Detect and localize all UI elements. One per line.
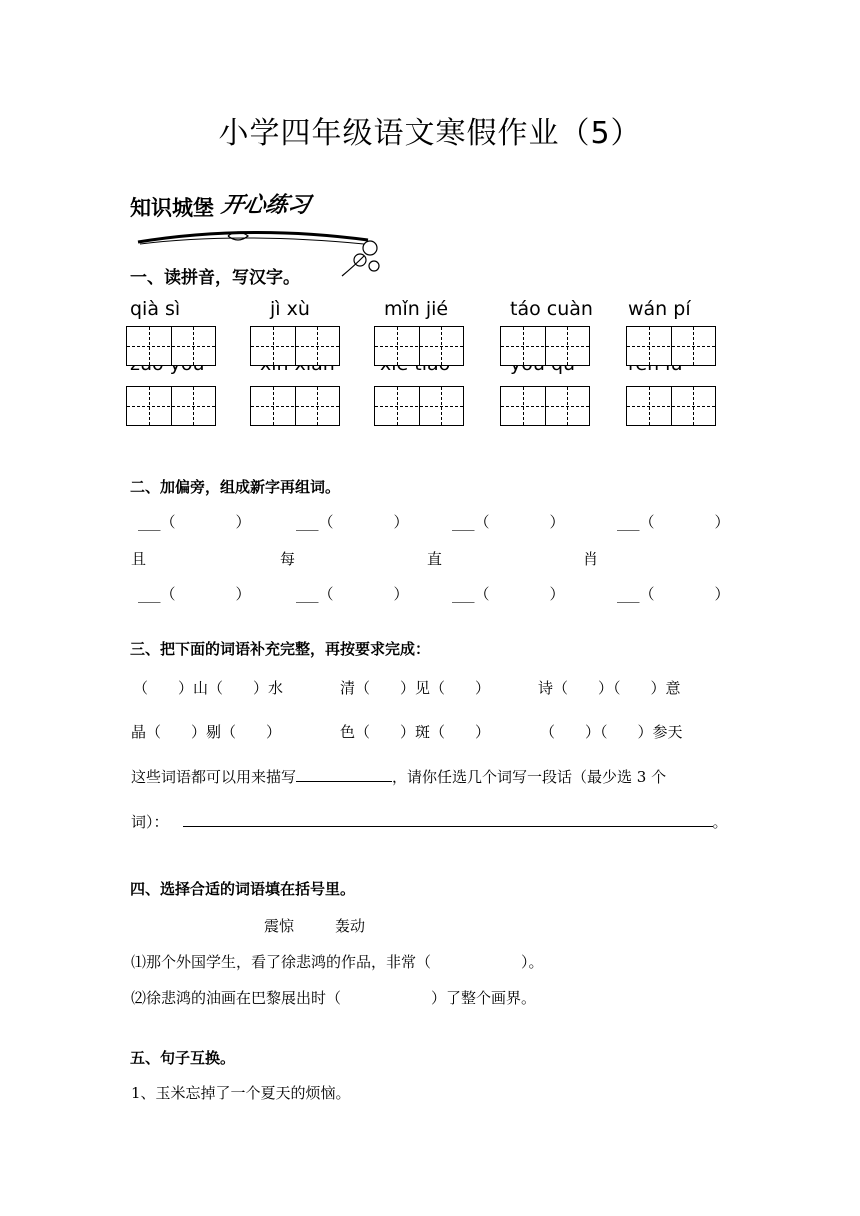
writing-grid[interactable] [500,386,590,426]
writing-grid[interactable] [126,386,216,426]
writing-grid[interactable] [500,326,590,366]
blank-field[interactable]: ___（ ） [617,513,730,531]
blank-field[interactable]: ___（ ） [452,513,565,531]
section1-heading: 一、读拼音，写汉字。 [130,268,300,288]
writing-grid[interactable] [126,326,216,366]
describe-blank[interactable] [296,767,392,782]
base-char: 且 [131,550,147,568]
banner-title: 知识城堡 [130,196,214,220]
section3-heading: 三、把下面的词语补充完整，再按要求完成： [130,640,431,658]
blank-field[interactable]: ___（ ） [452,585,565,603]
blank-field[interactable]: ___（ ） [296,513,409,531]
blank-field[interactable]: ___（ ） [138,585,251,603]
base-char: 每 [280,550,296,568]
paragraph-blank[interactable] [183,812,713,827]
idiom-item[interactable]: 色（ ）斑（ ） [340,723,491,741]
section2-heading: 二、加偏旁，组成新字再组词。 [130,478,341,496]
blank-field[interactable]: ___（ ） [138,513,251,531]
instruction-part: 词）： [131,813,169,831]
banner-subtitle: 开心练习 [219,192,313,218]
pinyin-1: qià sì [130,298,181,320]
section4-heading: 四、选择合适的词语填在括号里。 [130,880,356,898]
word-option: 震惊 [264,917,295,935]
writing-grid[interactable] [250,326,340,366]
idiom-item[interactable]: 诗（ ）（ ）意 [538,679,681,697]
sentence-1: 1、玉米忘掉了一个夏天的烦恼。 [131,1084,351,1102]
pinyin-5: wán pí [628,298,691,320]
writing-grid[interactable] [250,386,340,426]
idiom-item[interactable]: 晶（ ）剔（ ） [131,723,282,741]
instruction-part: 这些词语都可以用来描写 [131,768,297,786]
word-option: 轰动 [335,917,366,935]
writing-line [131,811,728,832]
pinyin-3: mǐn jié [384,298,449,320]
base-char: 直 [427,550,443,568]
blank-field[interactable]: ___（ ） [296,585,409,603]
writing-grid[interactable] [374,386,464,426]
instruction-text [131,766,666,787]
writing-grid[interactable] [374,326,464,366]
idiom-item[interactable]: （ ）山（ ）水 [133,679,284,697]
question-1[interactable]: ⑴那个外国学生，看了徐悲鸿的作品，非常（ ）。 [131,953,544,971]
instruction-part: 。 [712,813,728,831]
instruction-part: ，请你任选几个词写一段话（最少选 3 个 [392,768,667,786]
pinyin-2: jì xù [270,298,310,320]
idiom-item[interactable]: （ ）（ ）参天 [540,723,683,741]
writing-grid[interactable] [626,386,716,426]
page-title: 小学四年级语文寒假作业（5） [218,116,642,151]
base-char: 肖 [583,550,599,568]
question-2[interactable]: ⑵徐悲鸿的油画在巴黎展出时（ ）了整个画界。 [131,989,537,1007]
pinyin-4: táo cuàn [510,298,593,320]
idiom-item[interactable]: 清（ ）见（ ） [340,679,491,697]
blank-field[interactable]: ___（ ） [617,585,730,603]
section5-heading: 五、句子互换。 [130,1049,236,1067]
writing-grid[interactable] [626,326,716,366]
